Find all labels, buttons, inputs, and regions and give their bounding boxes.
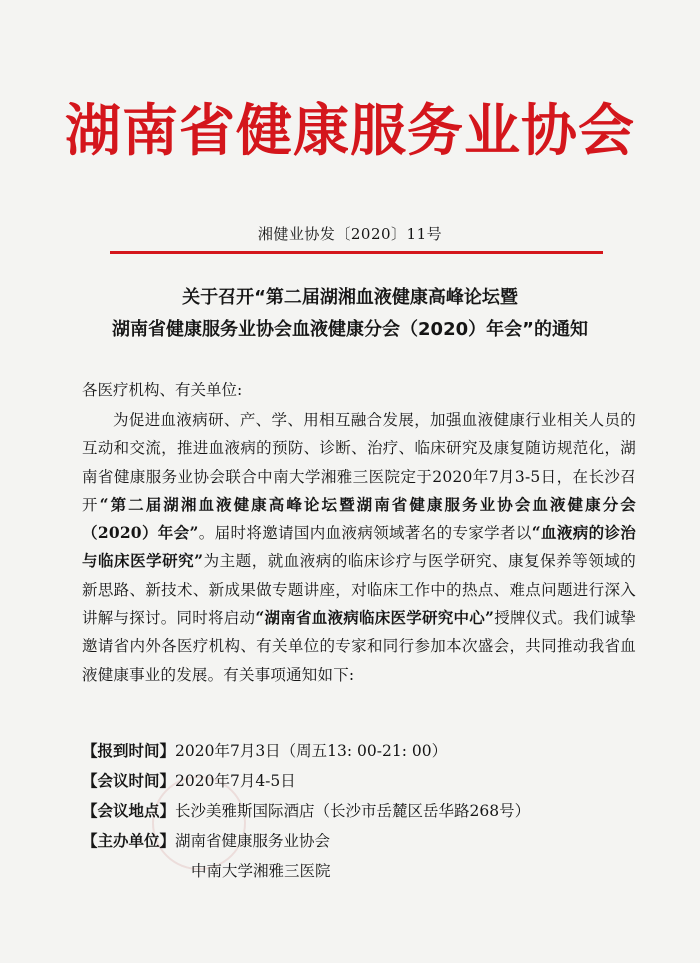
meeting-time-row (82, 766, 662, 796)
body-text-part-3: 为主题，就血液病的临床诊疗与医学研究、康复保养等领域的新思路、新技术、新成果做专题讲座，对临床工作中的热点、难点问题进行深入讲解与探讨。同时将启动 (82, 552, 636, 628)
body-paragraph (82, 406, 636, 689)
report-time-label: 【报到时间】 (82, 741, 176, 760)
venue-row (82, 796, 662, 826)
report-time-value: 2020年7月3日（周五13: 00-21: 00） (175, 742, 448, 760)
document-number: 湘健业协发〔2020〕11号 (257, 225, 443, 243)
salutation: 各医疗机构、有关单位: (82, 381, 243, 399)
organization-header: 湖南省健康服务业协会 (65, 99, 635, 164)
meeting-time-value: 2020年7月4-5日 (175, 772, 296, 790)
host-row (82, 826, 662, 856)
host-value-1: 湖南省健康服务业协会 (175, 832, 331, 850)
report-time-row (82, 736, 662, 766)
notice-title (0, 282, 700, 346)
venue-label: 【会议地点】 (82, 801, 176, 820)
body-text-part-4: 授牌仪式。我们诚挚邀请省内外各医疗机构、有关单位的专家和同行参加本次盛会，共同推动我省血液健康事业的发展。有关事项通知如下: (82, 609, 636, 684)
venue-value: 长沙美雅斯国际酒店（长沙市岳麓区岳华路268号） (175, 802, 531, 820)
title-line-2: 湖南省健康服务业协会血液健康分会（2020）年会”的通知 (112, 319, 588, 340)
body-text-part-2: 。届时将邀请国内血液病领域著名的专家学者以 (198, 524, 532, 543)
research-center-name: “湖南省血液病临床医学研究中心” (255, 608, 495, 628)
host-row-continued (82, 856, 662, 886)
conference-name: “第二届湖湘血液健康高峰论坛暨湖南省健康服务业协会血液健康分会（2020）年会” (82, 494, 636, 543)
host-label: 【主办单位】 (82, 831, 176, 850)
conference-theme: “血液病的诊治与临床医学研究” (82, 523, 636, 571)
host-value-2: 中南大学湘雅三医院 (191, 862, 331, 880)
event-details (82, 736, 662, 886)
red-divider-line (110, 251, 603, 254)
title-line-1: 关于召开“第二届湖湘血液健康高峰论坛暨 (182, 287, 518, 308)
body-text-part-1: 为促进血液病研、产、学、用相互融合发展，加强血液健康行业相关人员的互动和交流，推进血液病的预防、诊断、治疗、临床研究及康复随访规范化，湖南省健康服务业协会联合中南大学湘雅三医院定于2020年7月3-5日，在长沙召开 (82, 411, 636, 514)
meeting-time-label: 【会议时间】 (82, 771, 176, 790)
